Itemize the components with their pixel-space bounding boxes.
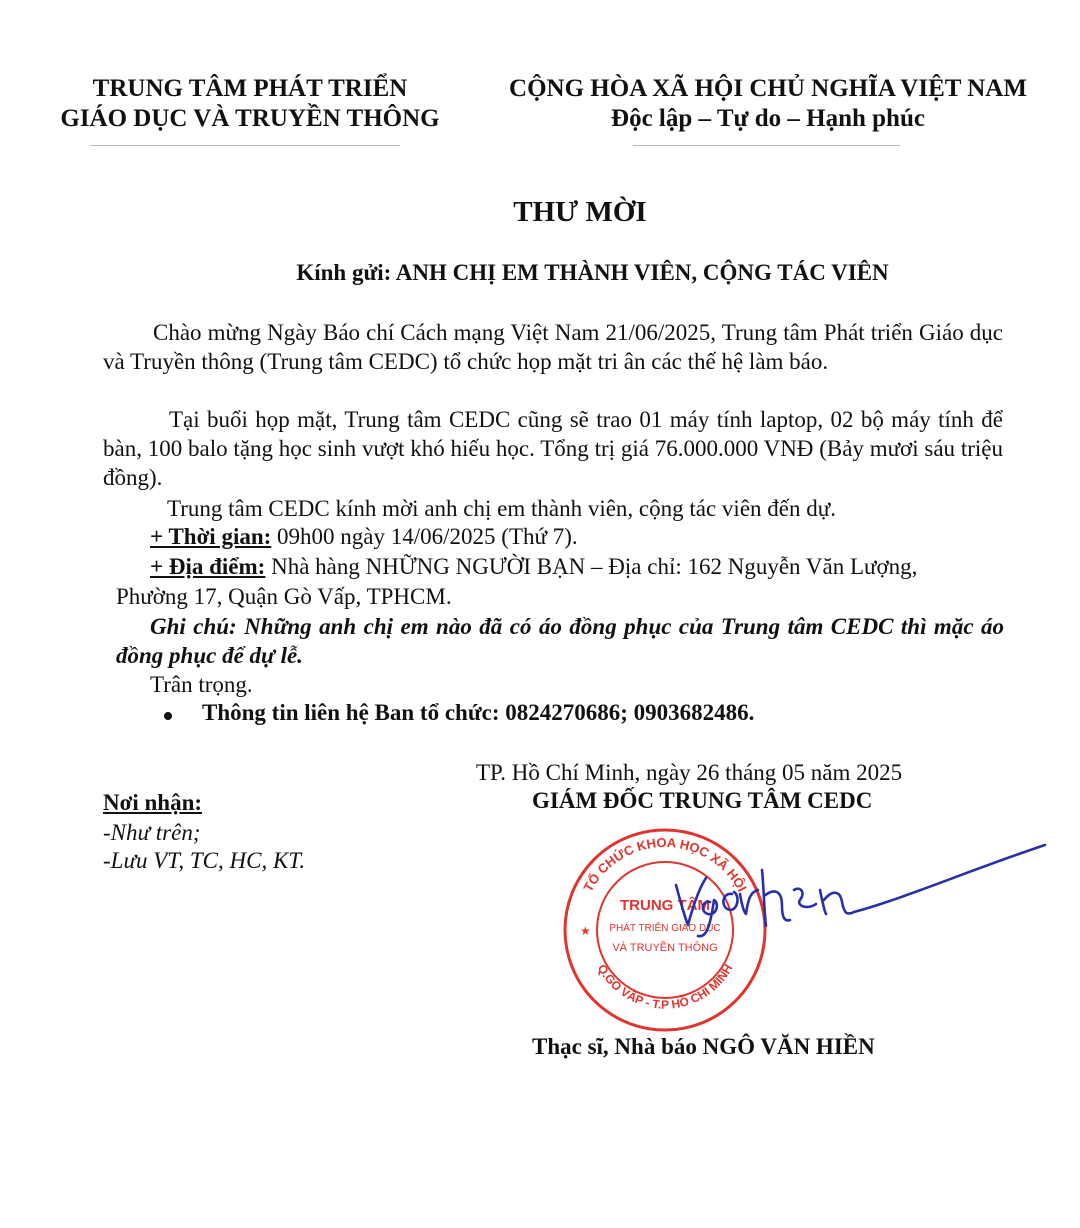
recipient-item: -Lưu VT, TC, HC, KT. xyxy=(103,848,306,873)
organization-header xyxy=(40,74,460,134)
organization-name-line2: GIÁO DỤC VÀ TRUYỀN THÔNG xyxy=(60,105,440,132)
place-value: Nhà hàng NHỮNG NGƯỜI BẠN – Địa chỉ: 162 Nguyễn Văn Lượng, xyxy=(271,554,918,579)
signer-position: GIÁM ĐỐC TRUNG TÂM CEDC xyxy=(532,788,873,813)
document-title: THƯ MỜI xyxy=(513,196,647,228)
paragraph-invitation: Trung tâm CEDC kính mời anh chị em thành viên, cộng tác viên đến dự. xyxy=(167,496,836,521)
recipient-item: -Như trên; xyxy=(103,820,201,845)
closing-text: Trân trọng. xyxy=(150,672,253,697)
stamp-bottom-text: Q.GÒ VẤP - T.P HỒ CHÍ MINH xyxy=(594,961,736,1012)
place-date: TP. Hồ Chí Minh, ngày 26 tháng 05 năm 2025 xyxy=(476,760,903,785)
contact-text: Thông tin liên hệ Ban tổ chức: 0824270686; 0903682486. xyxy=(202,700,755,725)
place-line-2: Phường 17, Quận Gò Vấp, TPHCM. xyxy=(116,584,452,609)
time-line xyxy=(150,522,1010,551)
header-right-divider xyxy=(633,145,900,146)
place-label: + Địa điểm: xyxy=(150,554,266,579)
stamp-star-icon: ★ xyxy=(580,924,591,938)
header-left-divider xyxy=(90,145,400,146)
contact-line xyxy=(166,700,754,726)
national-motto-line2: Độc lập – Tự do – Hạnh phúc xyxy=(611,105,925,132)
organization-name-line1: TRUNG TÂM PHÁT TRIỂN xyxy=(92,75,408,102)
place-line xyxy=(150,552,1010,581)
national-motto-line1: CỘNG HÒA XÃ HỘI CHỦ NGHĨA VIỆT NAM xyxy=(509,75,1027,102)
signature-stroke xyxy=(676,845,1045,936)
stamp-inner-line2: PHÁT TRIỂN GIÁO DỤC xyxy=(609,923,721,934)
handwritten-signature xyxy=(640,830,1060,950)
time-label: + Thời gian: xyxy=(150,524,272,549)
recipients-title: Nơi nhận: xyxy=(103,790,203,815)
bullet-icon xyxy=(164,712,172,720)
paragraph-intro: Chào mừng Ngày Báo chí Cách mạng Việt Nam 21/06/2025, Trung tâm Phát triển Giáo dục và Truyền thông (Trung tâm CEDC) tổ chức họp mặt tri ân các thế hệ làm báo. xyxy=(103,320,1003,374)
stamp-inner-line1: TRUNG TÂM xyxy=(620,897,710,914)
signer-name: Thạc sĩ, Nhà báo NGÔ VĂN HIỀN xyxy=(532,1034,875,1059)
national-header xyxy=(478,74,1058,134)
note-paragraph: Ghi chú: Những anh chị em nào đã có áo đồng phục của Trung tâm CEDC thì mặc áo đồng phục để dự lễ. xyxy=(116,614,1004,668)
time-value: 09h00 ngày 14/06/2025 (Thứ 7). xyxy=(277,524,578,549)
recipient-line: Kính gửi: ANH CHỊ EM THÀNH VIÊN, CỘNG TÁC VIÊN xyxy=(296,260,889,285)
stamp-outer-text: TỔ CHỨC KHOA HỌC XÃ HỘI xyxy=(580,834,750,895)
paragraph-gifts: Tại buổi họp mặt, Trung tâm CEDC cũng sẽ trao 01 máy tính laptop, 02 bộ máy tính để bàn, 100 balo tặng học sinh vượt khó hiếu học. Tổng trị giá 76.000.000 VNĐ (Bảy mươi sáu triệu đồng). xyxy=(103,407,1003,490)
stamp-inner-line3: VÀ TRUYỀN THÔNG xyxy=(612,942,718,954)
